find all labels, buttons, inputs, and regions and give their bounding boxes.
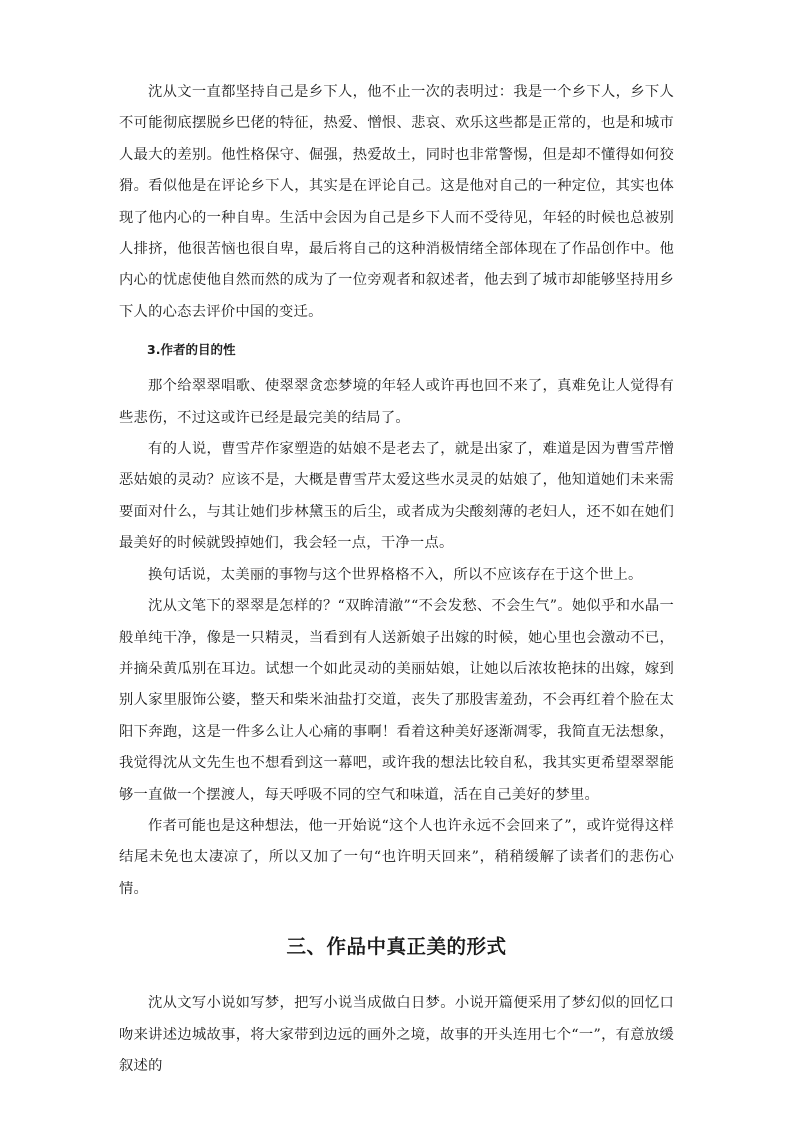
body-paragraph: 有的人说，曹雪芹作家塑造的姑娘不是老去了，就是出家了，难道是因为曹雪芹憎恶姑娘的灵动？应该不是，大概是曹雪芹太爱这些水灵灵的姑娘了，他知道她们未来需要面对什么，与其让她们步林黛玉的后尘，或者成为尖酸刻薄的老妇人，还不如在她们最美好的时候就毁掉她们，我会轻一点，干净一点。	[119, 441, 674, 552]
subsection-heading: 3.作者的目的性	[147, 342, 236, 358]
body-paragraph: 换句话说，太美丽的事物与这个世界格格不入，所以不应该存在于这个世上。	[148, 566, 643, 583]
body-paragraph: 那个给翠翠唱歌、使翠翠贪恋梦境的年轻人或许再也回不来了，真难免让人觉得有些悲伤，不过这或许已经是最完美的结局了。	[119, 378, 674, 426]
section-heading: 三、作品中真正美的形式	[286, 935, 507, 959]
body-paragraph: 作者可能也是这种想法，他一开始说“这个人也许永远不会回来了”，或许觉得这样结尾未免也太凄凉了，所以又加了一句“也许明天回来”，稍稍缓解了读者们的悲伤心情。	[119, 817, 674, 897]
body-paragraph: 沈从文一直都坚持自己是乡下人，他不止一次的表明过：我是一个乡下人，乡下人不可能彻底摆脱乡巴佬的特征，热爱、憎恨、悲哀、欢乐这些都是正常的，也是和城市人最大的差别。他性格保守、倔强，热爱故土，同时也非常警惕，但是却不懂得如何狡猾。看似他是在评论乡下人，其实是在评论自己。这是他对自己的一种定位，其实也体现了他内心的一种自卑。生活中会因为自己是乡下人而不受待见，年轻的时候也总被别人排挤，他很苦恼也很自卑，最后将自己的这种消极情绪全部体现在了作品创作中。他内心的忧虑使他自然而然的成为了一位旁观者和叙述者，他去到了城市却能够坚持用乡下人的心态去评价中国的变迁。	[119, 84, 674, 320]
body-paragraph: 沈从文笔下的翠翠是怎样的？“双眸清澈”“不会发愁、不会生气”。她似乎和水晶一般单纯干净，像是一只精灵，当看到有人送新娘子出嫁的时候，她心里也会激动不已，并摘朵黄瓜别在耳边。试想一个如此灵动的美丽姑娘，让她以后浓妆艳抹的出嫁，嫁到别人家里服饰公婆，整天和柴米油盐打交道，丧失了那股害羞劲，不会再红着个脸在太阳下奔跑，这是一件多么让人心痛的事啊！看着这种美好逐渐凋零，我简直无法想象，我觉得沈从文先生也不想看到这一幕吧，或许我的想法比较自私，我其实更希望翠翠能够一直做一个摆渡人，每天呼吸不同的空气和味道，活在自己美好的梦里。	[119, 598, 674, 803]
body-paragraph: 沈从文写小说如写梦，把写小说当成做白日梦。小说开篇便采用了梦幻似的回忆口吻来讲述边城故事，将大家带到边远的画外之境，故事的开头连用七个“一”，有意放缓叙述的	[119, 995, 674, 1074]
